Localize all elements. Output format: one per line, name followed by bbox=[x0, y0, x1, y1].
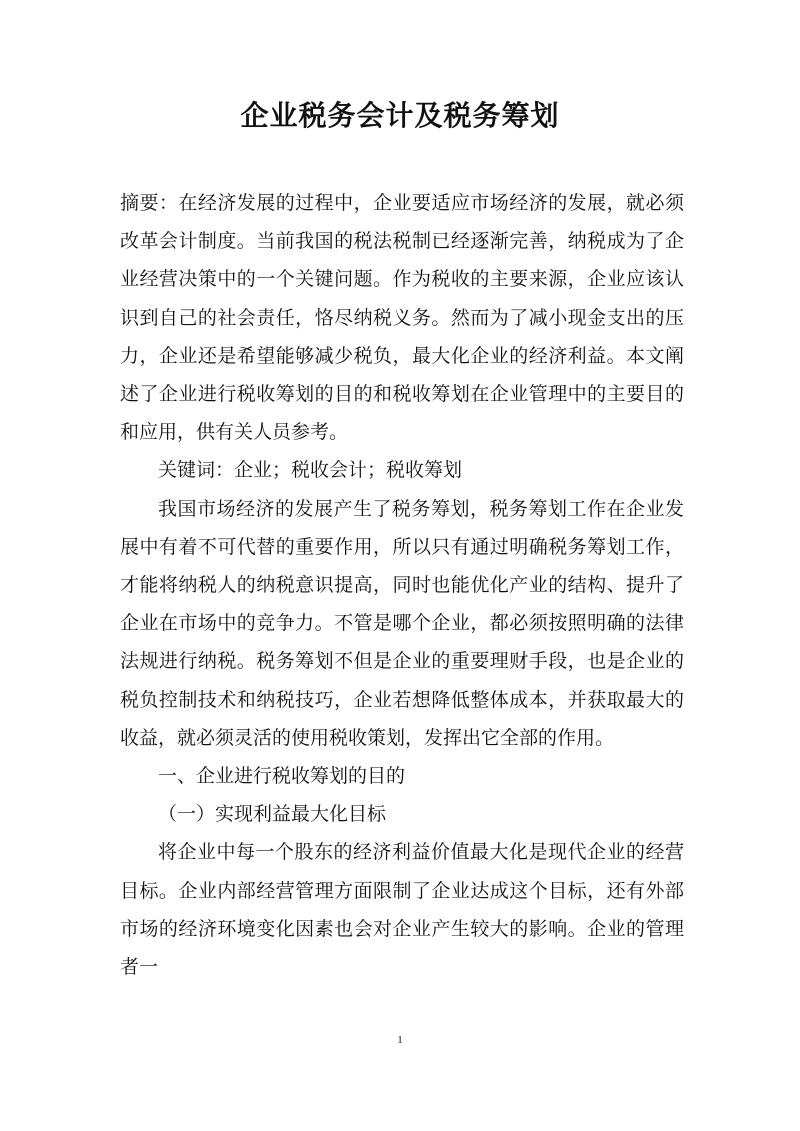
section-heading: 一、企业进行税收筹划的目的 bbox=[158, 765, 406, 788]
abstract-paragraph: 摘要：在经济发展的过程中，企业要适应市场经济的发展，就必须改革会计制度。当前我国的税法税制已经逐渐完善，纳税成为了企业经营决策中的一个关键问题。作为税收的主要来源，企业应该认识到自己的社会责任，恪尽纳税义务。然而为了减小现金支出的压力，企业还是希望能够减少税负，最大化企业的经济利益。本文阐述了企业进行税收筹划的目的和税收筹划在企业管理中的主要目的和应用，供有关人员参考。 bbox=[120, 192, 684, 444]
keywords-paragraph: 关键词：企业；税收会计；税收筹划 bbox=[158, 459, 463, 482]
subsection-heading: （一）实现利益最大化目标 bbox=[158, 803, 387, 826]
document-body bbox=[120, 184, 684, 986]
document-title: 企业税务会计及税务筹划 bbox=[240, 99, 560, 132]
intro-paragraph: 我国市场经济的发展产生了税务筹划，税务筹划工作在企业发展中有着不可代替的重要作用，所以只有通过明确税务筹划工作，才能将纳税人的纳税意识提高，同时也能优化产业的结构、提升了企业在市场中的竞争力。不管是哪个企业，都必须按照明确的法律法规进行纳税。税务筹划不但是企业的重要理财手段，也是企业的税负控制技术和纳税技巧，企业若想降低整体成本，并获取最大的收益，就必须灵活的使用税收策划，发挥出它全部的作用。 bbox=[120, 497, 684, 749]
page-number: 1 bbox=[397, 1034, 403, 1046]
section-paragraph: 将企业中每一个股东的经济利益价值最大化是现代企业的经营目标。企业内部经营管理方面限制了企业达成这个目标，还有外部市场的经济环境变化因素也会对企业产生较大的影响。企业的管理者一 bbox=[120, 841, 684, 979]
